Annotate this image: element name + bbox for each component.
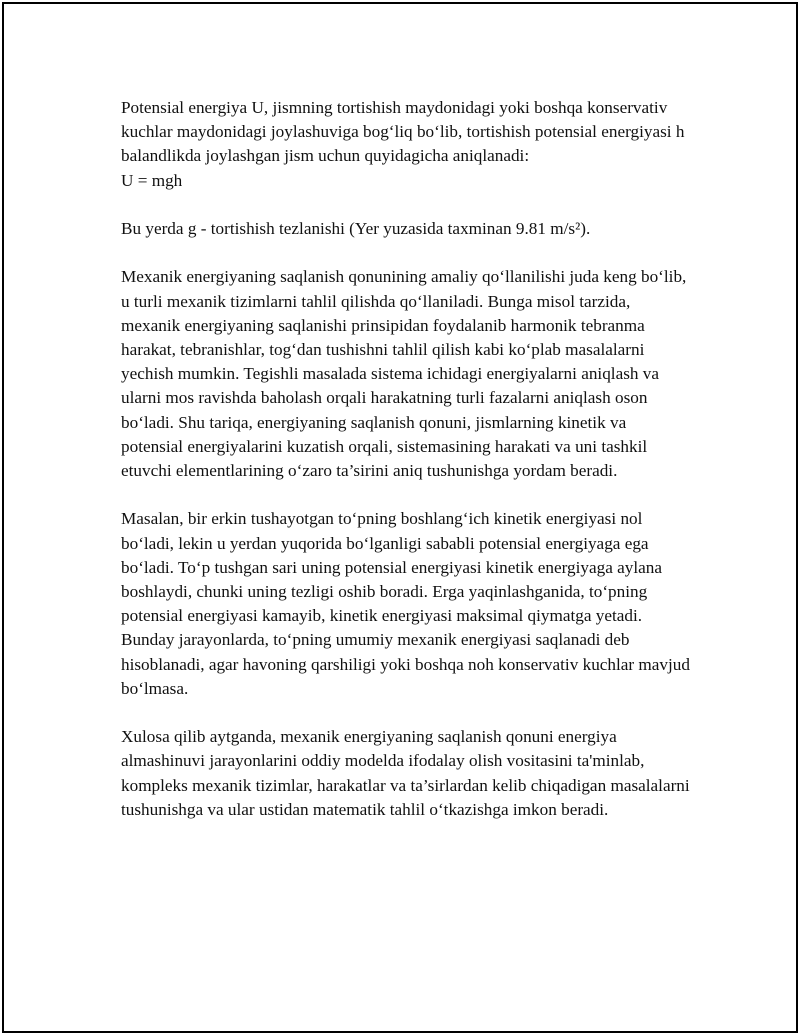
paragraph-potential-energy-intro: Potensial energiya U, jismning tortishish maydonidagi yoki boshqa konservativ kuchlar maydonidagi joylashuviga bog‘liq bo‘lib, tortishish potensial energiyasi h balandlikda joylashgan jism uchun quyidagicha aniqlanadi: bbox=[121, 98, 685, 166]
paragraph-conservation-applications: Mexanik energiyaning saqlanish qonunining amaliy qo‘llanilishi juda keng bo‘lib, u turli mexanik tizimlarni tahlil qilishda qo‘llaniladi. Bunga misol tarzida, mexanik energiyaning saqlanishi prinsipidan foydalanib harmonik tebranma harakat, tebranishlar, tog‘dan tushishni tahlil qilish kabi ko‘plab masalalarni yechish mumkin. Tegishli masalada sistema ichidagi energiyalarni aniqlash va ularni mos ravishda baholash orqali harakatning turli fazalarni aniqlash oson bo‘ladi. Shu tariqa, energiyaning saqlanish qonuni, jismlarning kinetik va potensial energiyalarini kuzatish orqali, sistemasining harakati va uni tashkil etuvchi elementlarining o‘zaro ta’sirini aniq tushunishga yordam beradi. bbox=[121, 267, 687, 481]
paragraph-conclusion: Xulosa qilib aytganda, mexanik energiyaning saqlanish qonuni energiya almashinuvi jarayonlarini oddiy modelda ifodalay olish vositasini ta'minlab, kompleks mexanik tizimlar, harakatlar va ta’sirlardan kelib chiqadigan masalalarni tushunishga va ular ustidan matematik tahlil o‘tkazishga imkon beradi. bbox=[121, 727, 690, 819]
page-frame bbox=[2, 2, 798, 1033]
formula-potential-energy: U = mgh bbox=[121, 170, 183, 190]
paragraph-falling-ball-example: Masalan, bir erkin tushayotgan to‘pning boshlang‘ich kinetik energiyasi nol bo‘ladi, lekin u yerdan yuqorida bo‘lganligi sababli potensial energiyaga ega bo‘ladi. To‘p tushgan sari uning potensial energiyasi kinetik energiyaga aylana boshlaydi, chunki uning tezligi oshib boradi. Erga yaqinlashganida, to‘pning potensial energiyasi kamayib, kinetik energiyasi maksimal qiymatga yetadi. Bunday jarayonlarda, to‘pning umumiy mexanik energiyasi saqlanadi deb hisoblanadi, agar havoning qarshiligi yoki boshqa noh konservativ kuchlar mavjud bo‘lmasa. bbox=[121, 509, 690, 698]
paragraph-gravity-acceleration: Bu yerda g - tortishish tezlanishi (Yer yuzasida taxminan 9.81 m/s²). bbox=[121, 219, 591, 238]
document-body bbox=[121, 96, 691, 846]
